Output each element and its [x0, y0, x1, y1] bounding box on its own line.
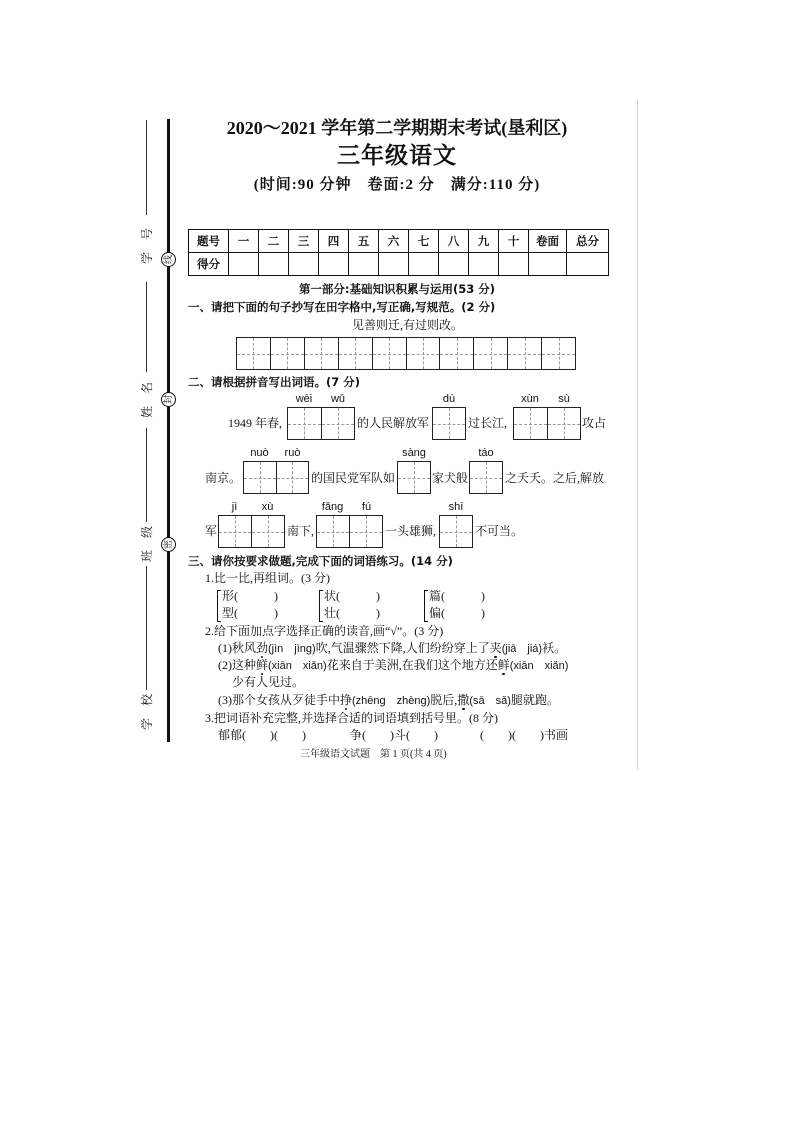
score-cell — [409, 253, 439, 276]
compare-item: 型( ) — [222, 606, 278, 620]
grid-cell — [350, 516, 382, 547]
item-text: 脱后, — [430, 693, 458, 707]
grid-cell — [433, 408, 465, 439]
grid-cell — [252, 516, 284, 547]
grid-cell — [317, 516, 350, 547]
score-cell — [229, 253, 259, 276]
score-column-header: 二 — [259, 230, 289, 253]
part1-title: 第一部分:基础知识积累与运用(53 分) — [298, 282, 496, 296]
score-column-header: 九 — [469, 230, 499, 253]
tianzige-cell — [474, 338, 508, 369]
dotted-character: 夹 — [489, 641, 502, 655]
class-blank-line — [146, 428, 147, 522]
pinyin-options: (sā sǎ) — [469, 695, 511, 707]
answer-grid — [243, 461, 309, 494]
grid-cell — [277, 462, 309, 493]
binding-line — [167, 119, 170, 742]
passage-text: 的人民解放军 — [357, 416, 430, 430]
answer-grid — [469, 461, 503, 494]
score-column-header: 卷面 — [529, 230, 567, 253]
pinyin: xù — [261, 501, 274, 513]
dotted-character: 鲜 — [497, 658, 510, 672]
score-cell — [469, 253, 499, 276]
score-cell — [259, 253, 289, 276]
score-column-header: 四 — [319, 230, 349, 253]
pronunciation-heading: 2.给下面加点字选择正确的读音,画“√”。(3 分) — [205, 624, 444, 638]
pinyin: jì — [231, 501, 238, 513]
item-text: (2)这种 — [218, 658, 256, 672]
score-column-header: 八 — [439, 230, 469, 253]
score-row — [189, 253, 609, 276]
score-column-header: 五 — [349, 230, 379, 253]
passage-text: 1949 年春, — [228, 416, 283, 430]
answer-grid — [397, 461, 431, 494]
score-cell — [499, 253, 529, 276]
answer-grid — [432, 407, 466, 440]
passage-text: 的国民党军队如 — [311, 471, 396, 485]
item-text: 吹,气温骤然下降,人们纷纷穿上了 — [315, 641, 490, 655]
passage-text: 过长江, — [468, 416, 508, 430]
pinyin: dù — [442, 393, 456, 405]
grid-cell — [470, 462, 502, 493]
dotted-character: 鲜 — [256, 658, 269, 672]
q3-heading: 三、请你按要求做题,完成下面的词语练习。(14 分) — [188, 554, 453, 568]
pinyin: wēi — [295, 393, 313, 405]
q2-heading: 二、请根据拼音写出词语。(7 分) — [188, 375, 361, 389]
compare-item: 偏( ) — [429, 606, 485, 620]
answer-grid — [439, 515, 473, 548]
score-column-header: 十 — [499, 230, 529, 253]
pronunciation-item — [218, 640, 566, 657]
tianzige-cell — [271, 338, 305, 369]
grid-cell — [244, 462, 277, 493]
exam-info: (时间:90 分钟 卷面:2 分 满分:110 分) — [253, 177, 541, 193]
grid-cell — [219, 516, 252, 547]
compare-item: 形( ) — [222, 589, 278, 603]
answer-grid — [287, 407, 355, 440]
score-cell — [289, 253, 319, 276]
pinyin: xùn — [521, 393, 539, 405]
pinyin: shī — [448, 501, 464, 513]
compare-item: 壮( ) — [324, 606, 380, 620]
school-label: 学校 — [140, 681, 154, 730]
passage-text: 一头雄狮, — [385, 524, 437, 538]
tianzige-cell — [237, 338, 271, 369]
fill-item: 争( )斗( ) — [350, 728, 438, 742]
pinyin-options: (jiā jiá) — [501, 643, 543, 655]
grid-cell — [398, 462, 430, 493]
pinyin: ruò — [284, 447, 301, 459]
pinyin: táo — [478, 447, 494, 459]
passage-text: 南京。 — [205, 471, 242, 485]
passage-text: 攻占 — [582, 416, 607, 430]
tianzige-cell — [542, 338, 575, 369]
dotted-character: 劲 — [256, 641, 269, 655]
score-cell — [567, 253, 609, 276]
pinyin-options: (jìn jìng) — [268, 643, 316, 655]
tianzige-cell — [440, 338, 474, 369]
pinyin-options: (xiān xiǎn) — [268, 660, 327, 672]
item-text-continuation: 少有人见过。 — [232, 675, 305, 689]
score-cell — [379, 253, 409, 276]
score-cell — [439, 253, 469, 276]
seal-mark-line: 线 — [161, 252, 176, 267]
score-column-header: 六 — [379, 230, 409, 253]
compare-item: 状( ) — [324, 589, 380, 603]
score-cell — [319, 253, 349, 276]
q1-sentence: 见善则迁,有过则改。 — [352, 318, 464, 332]
page-edge-line — [637, 100, 638, 770]
pronunciation-item — [218, 692, 559, 709]
compare-item: 篇( ) — [429, 589, 485, 603]
pinyin: sàng — [402, 447, 426, 459]
passage-text: 不可当。 — [475, 524, 524, 538]
score-header-row — [189, 230, 609, 253]
score-column-header: 一 — [229, 230, 259, 253]
page-footer: 三年级语文试题 第 1 页(共 4 页) — [300, 749, 447, 760]
class-label: 班级 — [140, 513, 154, 562]
pinyin: fú — [361, 501, 372, 513]
passage-text: 家犬般 — [432, 471, 469, 485]
tianzige-cell — [373, 338, 407, 369]
pair-bracket — [424, 590, 428, 622]
grid-cell — [288, 408, 322, 439]
pinyin: wǔ — [330, 393, 346, 405]
name-label: 姓名 — [140, 369, 154, 418]
tianzige-cell — [407, 338, 441, 369]
fill-item: 郁郁( )( ) — [218, 728, 306, 742]
grid-cell — [322, 408, 355, 439]
item-text: (3)那个女孩从歹徒手中 — [218, 693, 340, 707]
score-cell — [349, 253, 379, 276]
score-column-header: 三 — [289, 230, 319, 253]
grid-cell — [440, 516, 472, 547]
item-text: 腿就跑。 — [510, 693, 559, 707]
tianzige-cell — [305, 338, 339, 369]
score-column-header: 七 — [409, 230, 439, 253]
dotted-character: 挣 — [340, 693, 353, 707]
grid-cell — [514, 408, 548, 439]
pair-bracket — [217, 590, 221, 622]
seal-mark-seal: 封 — [161, 392, 176, 407]
pronunciation-item — [218, 657, 568, 674]
pinyin-options: (zhēng zhèng) — [352, 695, 431, 707]
pinyin: nuò — [250, 447, 269, 459]
passage-text: 南下, — [287, 524, 315, 538]
compare-heading: 1.比一比,再组词。(3 分) — [205, 571, 330, 585]
item-text: 花来自于美洲,在我们这个地方还 — [326, 658, 498, 672]
tianzige-grid — [236, 337, 576, 370]
answer-grid — [218, 515, 285, 548]
pinyin: sù — [558, 393, 570, 405]
school-blank-line — [146, 566, 147, 690]
q1-heading: 一、请把下面的句子抄写在田字格中,写正确,写规范。(2 分) — [188, 300, 496, 314]
fill-item: ( )( )书画 — [480, 728, 568, 742]
answer-grid — [513, 407, 581, 440]
question-number-label: 题号 — [189, 230, 229, 253]
dotted-character: 撒 — [457, 693, 470, 707]
score-label: 得分 — [189, 253, 229, 276]
fill-heading: 3.把词语补充完整,并选择合适的词语填到括号里。(8 分) — [205, 711, 498, 725]
pair-bracket — [319, 590, 323, 622]
grid-cell — [548, 408, 581, 439]
item-text: 袄。 — [542, 641, 567, 655]
student-id-label: 学号 — [140, 215, 154, 264]
passage-text: 之夭夭。之后,解放 — [505, 471, 605, 485]
subject-title: 三年级语文 — [337, 143, 457, 168]
tianzige-cell — [508, 338, 542, 369]
seal-mark-secret: 密 — [161, 537, 176, 552]
tianzige-cell — [339, 338, 373, 369]
score-cell — [529, 253, 567, 276]
pinyin: fǎng — [321, 501, 344, 513]
exam-title: 2020～2021 学年第二学期期末考试(垦利区) — [226, 118, 568, 138]
pinyin-options: (xiān xiǎn) — [509, 660, 569, 672]
score-table — [188, 229, 609, 276]
score-column-header: 总分 — [567, 230, 609, 253]
item-text: (1)秋风 — [218, 641, 256, 655]
answer-grid — [316, 515, 383, 548]
passage-text: 军 — [205, 524, 218, 538]
